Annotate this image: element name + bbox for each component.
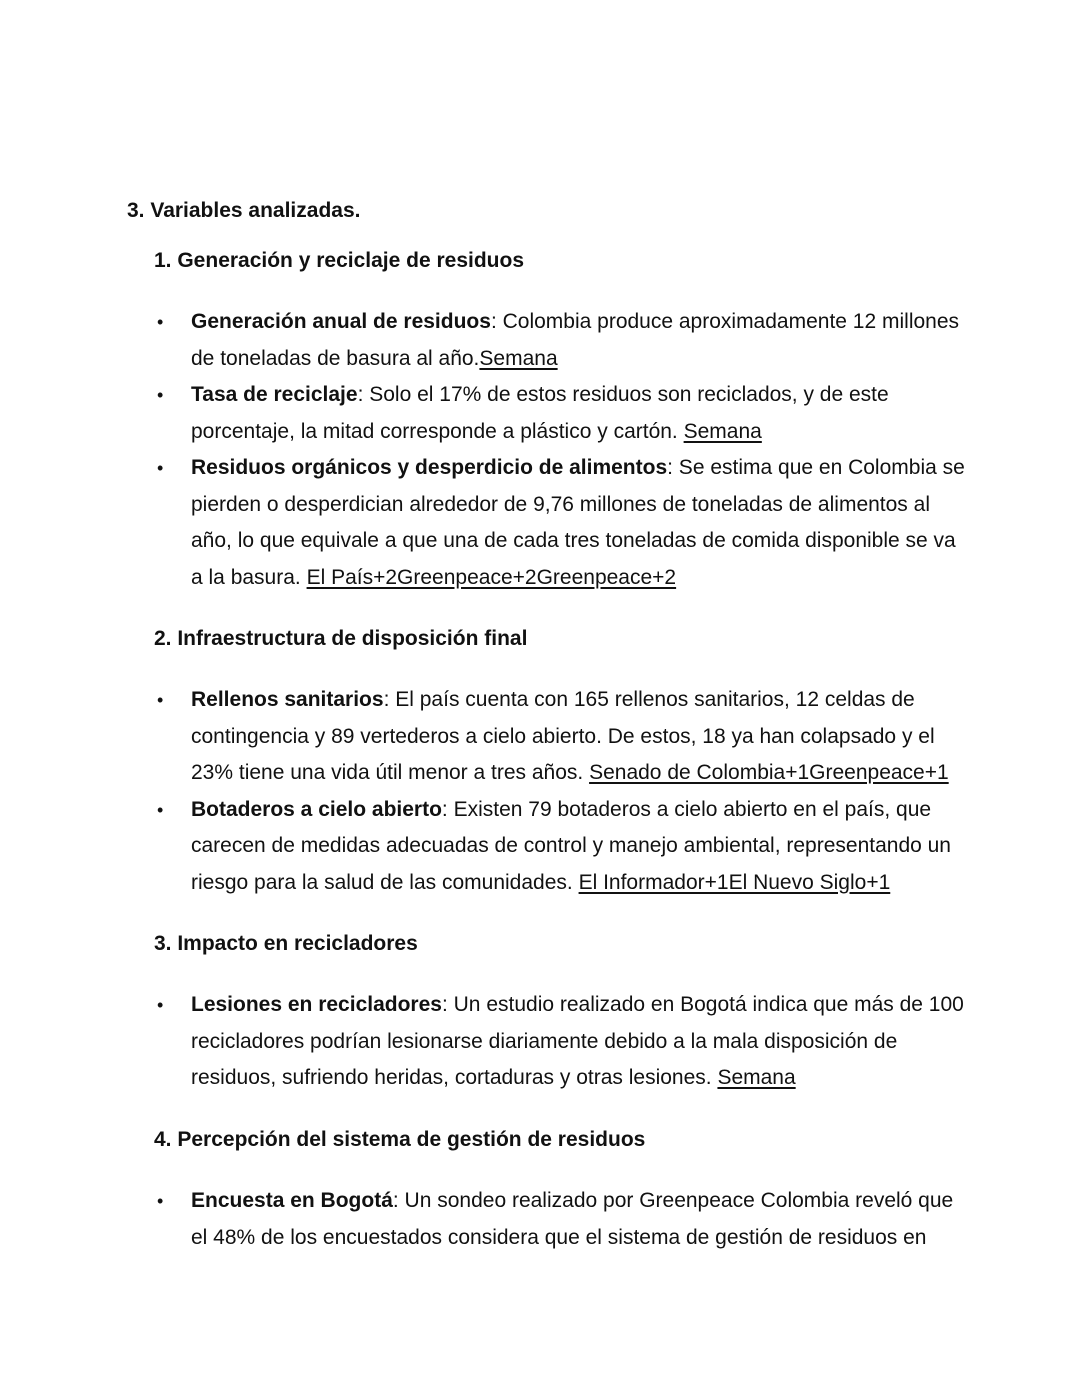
list-item: [150, 304, 970, 377]
item-term: Lesiones en recicladores: [191, 993, 442, 1016]
source-link[interactable]: Semana: [717, 1066, 796, 1089]
bullet-icon: •: [157, 312, 164, 332]
item-term: Botaderos a cielo abierto: [191, 797, 442, 821]
subsection-title-recicladores: 3. Impacto en recicladores: [154, 932, 418, 955]
list-item: [150, 987, 970, 1097]
item-text: : Solo el 17% de estos residuos son reciclados, y de este porcentaje, la mitad corresponde a plástico y cartón.: [191, 383, 889, 443]
bullet-list-generacion: [150, 304, 970, 596]
source-link[interactable]: Senado de Colombia+1Greenpeace+1: [589, 761, 949, 784]
list-item: [150, 450, 970, 596]
source-link[interactable]: Semana: [479, 346, 558, 370]
source-link[interactable]: El Informador+1El Nuevo Siglo+1: [578, 870, 891, 894]
item-text: : Colombia produce aproximadamente 12 millones de toneladas de basura al año.: [191, 310, 960, 370]
list-item: [150, 1183, 970, 1256]
bullet-icon: •: [157, 1191, 164, 1211]
bullet-list-percepcion: [150, 1183, 970, 1256]
item-text: : Existen 79 botaderos a cielo abierto en el país, que carecen de medidas adecuadas de control y manejo ambiental, representando un riesgo para la salud de las comunidades.: [191, 797, 951, 894]
subsection-title-infraestructura: 2. Infraestructura de disposición final: [154, 627, 528, 650]
item-term: Tasa de reciclaje: [191, 383, 358, 406]
item-text: : Se estima que en Colombia se pierden o desperdician alrededor de 9,76 millones de toneladas de alimentos al año, lo que equivale a que una de cada tres toneladas de comida disponible se va a la basura.: [191, 456, 965, 589]
bullet-icon: •: [157, 458, 164, 478]
list-item: [150, 377, 970, 450]
source-link[interactable]: Semana: [683, 419, 762, 443]
item-text: : Un estudio realizado en Bogotá indica que más de 100 recicladores podrían lesionarse diariamente debido a la mala disposición de residuos, sufriendo heridas, cortaduras y otras lesiones.: [191, 993, 964, 1089]
list-item: [150, 792, 970, 902]
bullet-icon: •: [157, 799, 164, 820]
bullet-icon: •: [157, 690, 164, 710]
section-heading: 3. Variables analizadas.: [127, 199, 361, 222]
bullet-icon: •: [157, 995, 164, 1015]
source-link[interactable]: El País+2Greenpeace+2Greenpeace+2: [306, 565, 677, 589]
subsection-title-percepcion: 4. Percepción del sistema de gestión de residuos: [154, 1128, 646, 1151]
bullet-list-recicladores: [150, 987, 970, 1097]
item-term: Rellenos sanitarios: [191, 688, 384, 711]
item-text: : El país cuenta con 165 rellenos sanitarios, 12 celdas de contingencia y 89 vertederos a cielo abierto. De estos, 18 ya han colapsado y el 23% tiene una vida útil menor a tres años.: [191, 688, 935, 784]
bullet-list-infraestructura: [150, 682, 970, 901]
list-item: [150, 682, 970, 792]
subsection-title-generacion: 1. Generación y reciclaje de residuos: [154, 249, 525, 272]
item-term: Encuesta en Bogotá: [191, 1189, 393, 1212]
item-term: Residuos orgánicos y desperdicio de alimentos: [191, 456, 668, 479]
bullet-icon: •: [157, 385, 164, 405]
item-text: : Un sondeo realizado por Greenpeace Colombia reveló que el 48% de los encuestados considera que el sistema de gestión de residuos en: [191, 1189, 954, 1249]
item-term: Generación anual de residuos: [191, 310, 491, 333]
